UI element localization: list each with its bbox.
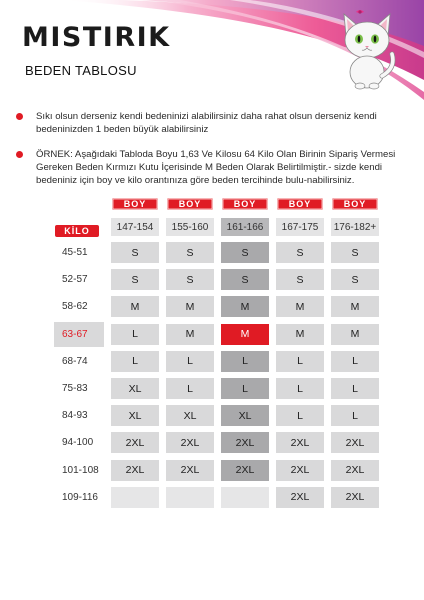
size-cell: L <box>221 351 269 372</box>
weight-range-label: 63-67 <box>62 328 88 340</box>
size-cell: L <box>331 351 379 372</box>
size-cell: S <box>276 269 324 290</box>
size-cell: 2XL <box>166 432 214 453</box>
size-cell: L <box>166 378 214 399</box>
size-cell: M <box>276 324 324 345</box>
size-cell: L <box>276 351 324 372</box>
weight-range-label: 52-57 <box>62 274 88 286</box>
note-text: ÖRNEK: Aşağıdaki Tabloda Boyu 1,63 Ve Kilosu 64 Kilo Olan Birinin Sipariş Vermesi Gereken Beden Kırmızı Kutu İçerisinde M Beden Olarak Belirtilmiştir.- sizde kendi bedeniniz için boy ve kilo orantınıza göre beden tercihinde bulu-nabilirsiniz. <box>36 149 396 186</box>
boy-badge: BOY <box>222 198 268 210</box>
weight-range-label: 45-51 <box>62 247 88 258</box>
size-cell: S <box>331 242 379 263</box>
size-cell: XL <box>221 405 269 426</box>
size-cell: M <box>166 324 214 345</box>
size-cell: M <box>276 296 324 317</box>
size-cell: S <box>331 269 379 290</box>
size-cell: M <box>221 324 269 345</box>
note-text: Sıkı olsun derseniz kendi bedeninizi alabilirsiniz daha rahat olsun derseniz kendi bedeninizden 1 beden büyük alabilirsiniz <box>36 111 377 135</box>
size-cell: L <box>166 351 214 372</box>
weight-range-label: 58-62 <box>62 301 88 313</box>
size-cell: 2XL <box>331 487 379 508</box>
size-cell: XL <box>111 378 159 399</box>
size-cell: L <box>111 324 159 345</box>
height-range-header: 155-160 <box>166 218 214 236</box>
size-cell: 2XL <box>276 432 324 453</box>
kilo-badge: KİLO <box>55 225 99 237</box>
weight-range-label: 101-108 <box>62 464 99 476</box>
size-cell: 2XL <box>111 460 159 481</box>
size-cell: 2XL <box>331 432 379 453</box>
size-cell: S <box>276 242 324 263</box>
size-cell: M <box>166 296 214 317</box>
height-range-header: 161-166 <box>221 218 269 236</box>
weight-range-label: 84-93 <box>62 410 88 422</box>
size-cell: L <box>331 405 379 426</box>
size-cell: S <box>166 269 214 290</box>
size-cell: 2XL <box>331 460 379 481</box>
size-cell: L <box>221 378 269 399</box>
size-cell: S <box>221 242 269 263</box>
weight-range-label: 75-83 <box>62 383 88 394</box>
size-cell: M <box>221 296 269 317</box>
size-cell: 2XL <box>276 460 324 481</box>
page-title: BEDEN TABLOSU <box>25 63 137 78</box>
brand-logo-text: MISTIRIK <box>22 22 171 53</box>
size-cell: M <box>331 324 379 345</box>
size-cell: 2XL <box>276 487 324 508</box>
weight-range-label: 68-74 <box>62 355 88 367</box>
size-cell: L <box>111 351 159 372</box>
size-cell: M <box>331 296 379 317</box>
size-cell: XL <box>111 405 159 426</box>
size-cell-empty <box>221 487 269 508</box>
height-range-header: 147-154 <box>111 218 159 236</box>
size-cell: S <box>166 242 214 263</box>
size-cell: 2XL <box>111 432 159 453</box>
size-cell-empty <box>166 487 214 508</box>
size-cell: S <box>111 242 159 263</box>
size-cell: 2XL <box>166 460 214 481</box>
size-cell: 2XL <box>221 460 269 481</box>
height-range-header: 167-175 <box>276 218 324 236</box>
boy-badge: BOY <box>332 198 378 210</box>
weight-range-label: 94-100 <box>62 437 94 449</box>
boy-badge: BOY <box>167 198 213 210</box>
size-cell: XL <box>166 405 214 426</box>
size-cell-empty <box>111 487 159 508</box>
size-cell: S <box>221 269 269 290</box>
weight-range-label: 109-116 <box>62 491 98 503</box>
size-cell: L <box>276 378 324 399</box>
height-range-header: 176-182+ <box>331 218 379 236</box>
size-cell: L <box>276 405 324 426</box>
size-cell: M <box>111 296 159 317</box>
boy-badge: BOY <box>112 198 158 210</box>
boy-badge: BOY <box>277 198 323 210</box>
size-cell: S <box>111 269 159 290</box>
size-cell: 2XL <box>221 432 269 453</box>
size-cell: L <box>331 378 379 399</box>
